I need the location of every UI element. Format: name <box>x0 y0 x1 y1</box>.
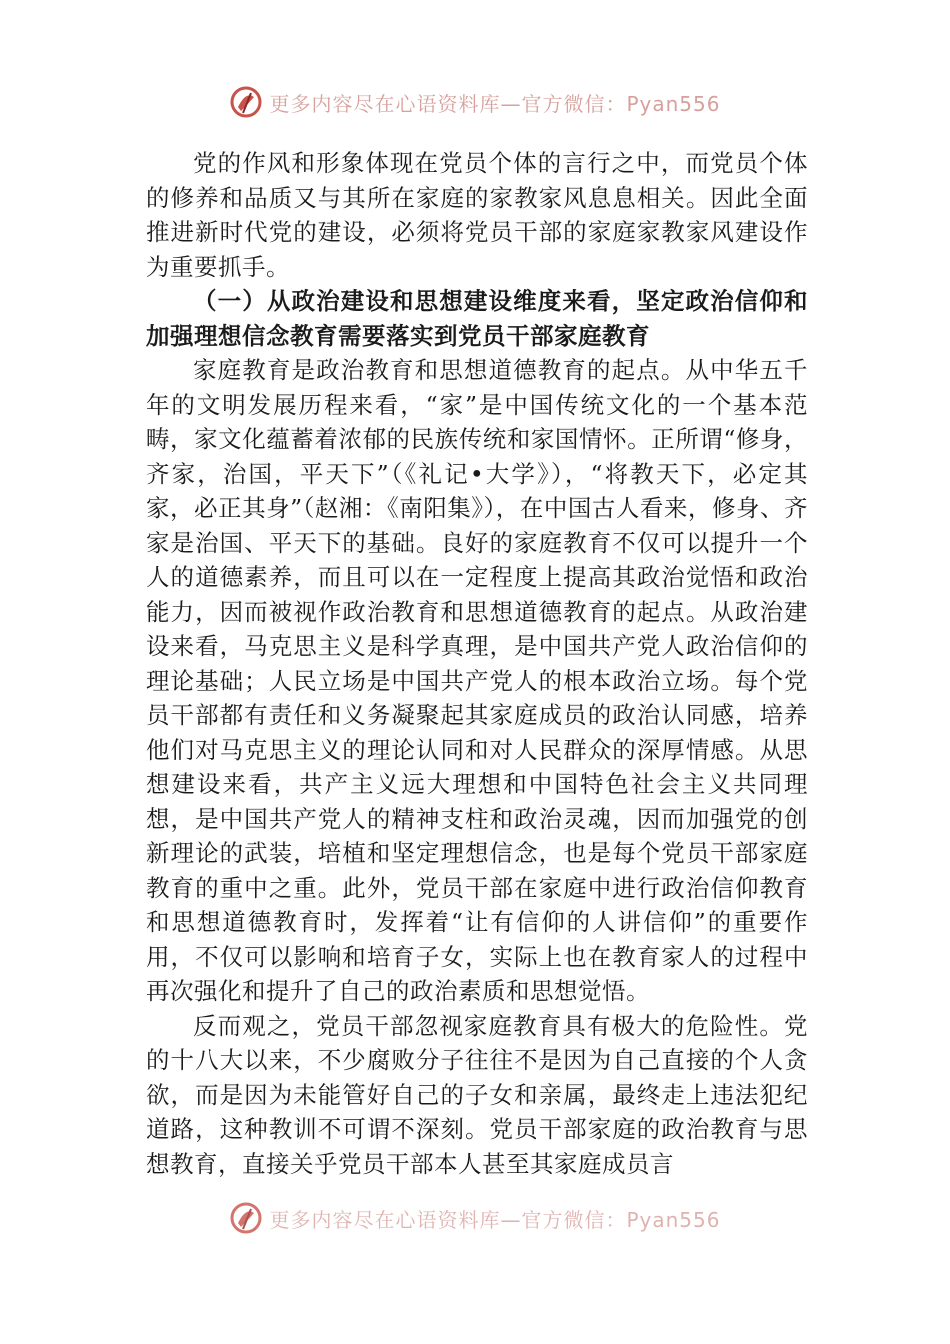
section-heading: （一）从政治建设和思想建设维度来看，坚定政治信仰和加强理想信念教育需要落实到党员干部家庭教育 <box>146 287 808 350</box>
paragraph-danger: 反而观之，党员干部忽视家庭教育具有极大的危险性。党的十八大以来，不少腐败分子往往不是因为自己直接的个人贪欲，而是因为未能管好自己的子女和亲属，最终走上违法犯纪道路，这种教训不可谓不深刻。党员干部家庭的政治教育与思想教育，直接关乎党员干部本人甚至其家庭成员言 <box>146 1011 808 1178</box>
footer-watermark <box>0 1196 950 1240</box>
document-body <box>146 146 808 1216</box>
logo-icon <box>229 85 263 119</box>
header-watermark <box>0 80 950 124</box>
paragraph-intro: 党的作风和形象体现在党员个体的言行之中，而党员个体的修养和品质又与其所在家庭的家教家风息息相关。因此全面推进新时代党的建设，必须将党员干部的家庭家教家风建设作为重要抓手。 <box>146 149 808 281</box>
paragraph-family-education: 家庭教育是政治教育和思想道德教育的起点。从中华五千年的文明发展历程来看，“家”是中国传统文化的一个基本范畴，家文化蕴蓄着浓郁的民族传统和家国情怀。正所谓“修身，齐家，治国，平天下”（《礼记•大学》），“将教天下，必定其家，必正其身”（赵湘：《南阳集》），在中国古人看来，修身、齐家是治国、平天下的基础。良好的家庭教育不仅可以提升一个人的道德素养，而且可以在一定程度上提高其政治觉悟和政治能力，因而被视作政治教育和思想道德教育的起点。从政治建设来看，马克思主义是科学真理，是中国共产党人政治信仰的理论基础；人民立场是中国共产党人的根本政治立场。每个党员干部都有责任和义务凝聚起其家庭成员的政治认同感，培养他们对马克思主义的理论认同和对人民群众的深厚情感。从思想建设来看，共产主义远大理想和中国特色社会主义共同理想，是中国共产党人的精神支柱和政治灵魂，因而加强党的创新理论的武装，培植和坚定理想信念，也是每个党员干部家庭教育的重中之重。此外，党员干部在家庭中进行政治信仰教育和思想道德教育时，发挥着“让有信仰的人讲信仰”的重要作用，不仅可以影响和培育子女，实际上也在教育家人的过程中再次强化和提升了自己的政治素质和思想觉悟。 <box>146 356 808 1005</box>
logo-icon <box>229 1201 263 1235</box>
watermark-text: 更多内容尽在心语资料库—官方微信：Pyan556 <box>269 1207 721 1232</box>
watermark-text: 更多内容尽在心语资料库—官方微信：Pyan556 <box>269 91 721 116</box>
